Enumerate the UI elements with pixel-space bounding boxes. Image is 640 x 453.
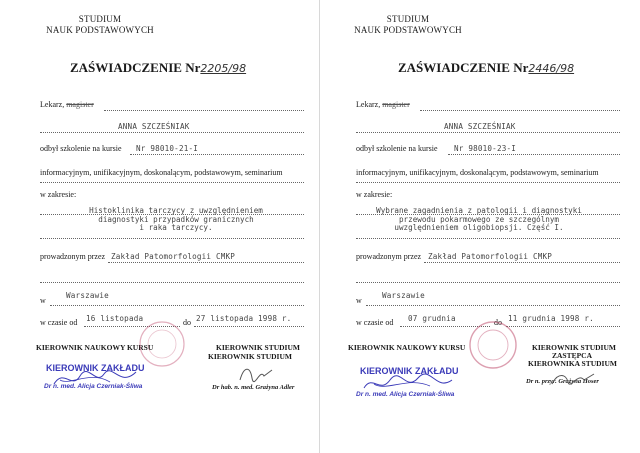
course-number: Nr 98010-23-I <box>454 144 517 153</box>
signature-right <box>548 368 598 390</box>
title-text: ZAŚWIADCZENIE Nr <box>70 60 201 75</box>
place-value: Warszawie <box>66 291 109 300</box>
participant-name: ANNA SZCZEŚNIAK <box>444 122 516 131</box>
dotted-line <box>356 282 620 283</box>
header-line2: NAUK PODSTAWOWYCH <box>354 25 462 35</box>
scope-text <box>340 207 618 233</box>
period-label: w czasie od <box>40 318 78 327</box>
dotted-line <box>420 110 620 111</box>
department-head-stamp: KIEROWNIK ZAKŁADU <box>360 366 459 376</box>
signature-left <box>50 366 140 392</box>
certificate-right <box>320 0 640 453</box>
header <box>348 14 468 36</box>
header <box>40 14 160 36</box>
dotted-line <box>356 238 620 239</box>
dotted-line <box>40 282 304 283</box>
doctor-label: Lekarz, <box>356 100 381 109</box>
conducted-by: Zakład Patomorfologii CMKP <box>111 252 236 261</box>
dotted-line <box>130 154 304 155</box>
dotted-line <box>356 214 620 215</box>
header-line2: NAUK PODSTAWOWYCH <box>46 25 154 35</box>
dotted-line <box>40 214 304 215</box>
scope-label: w zakresie: <box>40 190 77 199</box>
participant-name: ANNA SZCZEŚNIAK <box>118 122 190 131</box>
header-line1: STUDIUM <box>386 14 430 24</box>
dotted-line <box>40 182 304 183</box>
place-label: w <box>356 296 362 305</box>
date-to-label: do <box>494 318 502 327</box>
dotted-line <box>104 110 304 111</box>
certificate-title <box>398 60 574 76</box>
certificate-number: 2205/98 <box>200 62 247 75</box>
deputy-stamp: ZASTĘPCA <box>552 351 593 360</box>
studium-head-name: Dr hab. n. med. Grażyna Adler <box>212 384 295 391</box>
dotted-line <box>506 326 620 327</box>
doctor-row <box>356 100 410 109</box>
scope-label: w zakresie: <box>356 190 393 199</box>
date-from: 07 grudnia <box>408 314 456 323</box>
course-label: odbył szkolenie na kursie <box>40 144 122 153</box>
deputy-head-stamp: KIEROWNIKA STUDIUM <box>528 359 617 368</box>
conducted-label: prowadzonym przez <box>40 252 106 261</box>
signature-left <box>360 372 456 396</box>
department-head-name: Dr n. med. Alicja Czerniak-Śliwa <box>356 391 455 398</box>
scientific-head-title: KIEROWNIK NAUKOWY KURSU <box>348 343 466 352</box>
official-seal <box>468 320 518 370</box>
studium-head-title: KIEROWNIK STUDIUM <box>216 343 300 352</box>
doctor-degree: magister <box>66 100 94 109</box>
deputy-head-name: Dr n. przyr. Grażyna Hoser <box>526 378 599 385</box>
dotted-line <box>40 238 304 239</box>
official-seal <box>138 320 186 368</box>
header-line1: STUDIUM <box>78 14 122 24</box>
conducted-by: Zakład Patomorfologii CMKP <box>428 252 553 261</box>
studium-head-title: KIEROWNIK STUDIUM <box>532 343 616 352</box>
dotted-line <box>40 132 304 133</box>
title-text: ZAŚWIADCZENIE Nr <box>398 60 529 75</box>
certificate-title <box>70 60 246 76</box>
date-to-label: do <box>183 318 191 327</box>
dotted-line <box>50 305 304 306</box>
dotted-line <box>424 262 620 263</box>
date-from: 16 listopada <box>86 314 144 323</box>
studium-head-stamp: KIEROWNIK STUDIUM <box>208 352 292 361</box>
course-label: odbył szkolenie na kursie <box>356 144 438 153</box>
date-to: 11 grudnia 1998 r. <box>508 314 594 323</box>
scope-line: Wybrane zagadnienia z patologii i diagnostyki <box>376 206 582 215</box>
scope-text <box>44 207 308 233</box>
seminar-types: informacyjnym, unifikacyjnym, doskonalącym, podstawowym, seminarium <box>356 168 599 177</box>
scope-line: uwzględnieniem oligobiopsji. Część I. <box>394 223 564 232</box>
scope-line: Histoklinika tarczycy z uwzględnieniem <box>89 206 263 215</box>
dotted-line <box>448 154 620 155</box>
dotted-line <box>356 182 620 183</box>
doctor-degree: magister <box>382 100 410 109</box>
dotted-line <box>108 262 304 263</box>
scientific-head-title: KIEROWNIK NAUKOWY KURSU <box>36 343 154 352</box>
seminar-types: informacyjnym, unifikacyjnym, doskonalącym, podstawowym, seminarium <box>40 168 283 177</box>
course-number: Nr 98010-21-I <box>136 144 199 153</box>
scope-line: i raka tarczycy. <box>139 223 213 232</box>
date-to: 27 listopada 1998 r. <box>196 314 292 323</box>
dotted-line <box>194 326 304 327</box>
dotted-line <box>356 132 620 133</box>
department-head-name: Dr n. med. Alicja Czerniak-Śliwa <box>44 383 143 390</box>
certificate-number: 2446/98 <box>528 62 575 75</box>
dotted-line <box>366 305 620 306</box>
signature-right <box>236 362 276 386</box>
scope-line: przewodu pokarmowego ze szczególnym <box>398 214 559 224</box>
department-head-stamp: KIEROWNIK ZAKŁADU <box>46 363 145 373</box>
place-label: w <box>40 296 46 305</box>
scope-line: diagnostyki przypadków granicznych <box>98 214 254 224</box>
place-value: Warszawie <box>382 291 425 300</box>
doctor-label: Lekarz, <box>40 100 65 109</box>
period-label: w czasie od <box>356 318 394 327</box>
conducted-label: prowadzonym przez <box>356 252 422 261</box>
doctor-row <box>40 100 94 109</box>
